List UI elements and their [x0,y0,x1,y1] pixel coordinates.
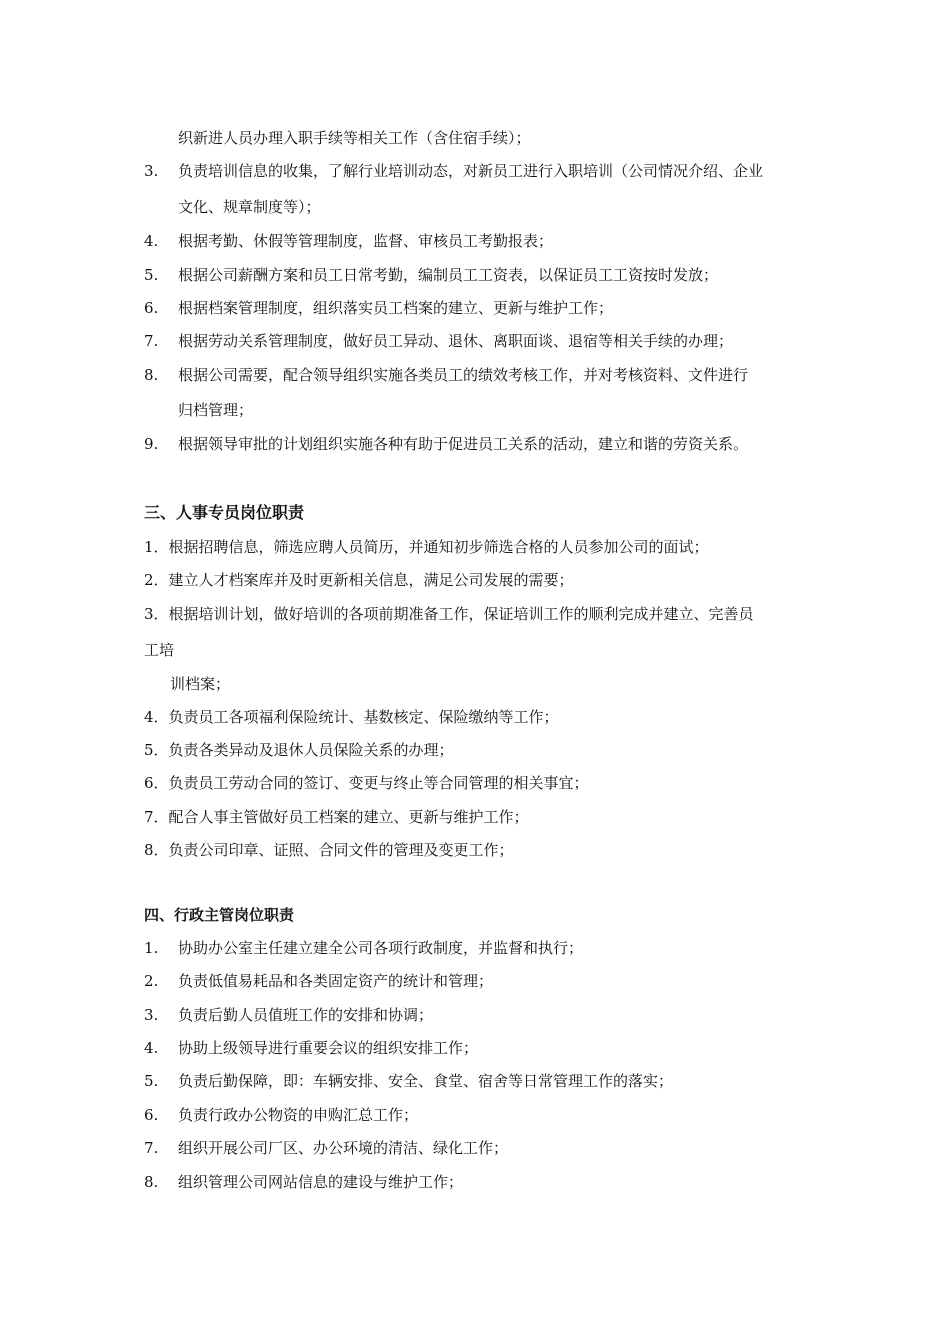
list-item-text: 根据公司薪酬方案和员工日常考勤，编制员工工资表，以保证员工工资按时发放； [178,266,719,284]
list-number: 5. [144,1072,159,1090]
list-item-text: 根据考勤、休假等管理制度，监督、审核员工考勤报表； [178,232,554,250]
section-heading: 四、行政主管岗位职责 [144,906,295,924]
list-item-text: 5．负责各类异动及退休人员保险关系的办理； [144,741,454,759]
text-line: 织新进人员办理入职手续等相关工作（含住宿手续）； [178,129,531,147]
list-item-text: 负责后勤保障，即：车辆安排、安全、食堂、宿舍等日常管理工作的落实； [178,1072,674,1090]
list-number: 7. [144,1139,159,1157]
list-number: 8. [144,1173,159,1191]
list-item-text: 根据档案管理制度，组织落实员工档案的建立、更新与维护工作； [178,299,614,317]
list-item-text: 组织开展公司厂区、办公环境的清洁、绿化工作； [178,1139,509,1157]
list-item-text: 根据劳动关系管理制度，做好员工异动、退休、离职面谈、退宿等相关手续的办理； [178,332,734,350]
list-number: 4. [144,232,159,250]
list-item-text: 组织管理公司网站信息的建设与维护工作； [178,1173,464,1191]
list-number: 4. [144,1039,159,1057]
list-number: 2. [144,972,159,990]
list-number: 8. [144,366,159,384]
list-item-text: 7．配合人事主管做好员工档案的建立、更新与维护工作； [144,808,529,826]
list-item-text: 8．负责公司印章、证照、合同文件的管理及变更工作； [144,841,514,859]
list-item-text: 协助办公室主任建立建全公司各项行政制度，并监督和执行； [178,939,584,957]
section-heading: 三、人事专员岗位职责 [144,503,305,522]
list-item-text: 负责培训信息的收集，了解行业培训动态，对新员工进行入职培训（公司情况介绍、企业 [178,162,764,180]
list-number: 3. [144,1006,159,1024]
list-item-text: 2．建立人才档案库并及时更新相关信息，满足公司发展的需要； [144,571,574,589]
list-number: 7. [144,332,159,350]
list-item-text: 负责低值易耗品和各类固定资产的统计和管理； [178,972,494,990]
list-item-continuation: 工培 [144,641,175,659]
list-item-continuation: 归档管理； [178,401,254,419]
list-number: 9. [144,435,159,453]
list-item-text: 4．负责员工各项福利保险统计、基数核定、保险缴纳等工作； [144,708,559,726]
list-number: 1. [144,939,159,957]
list-item-text: 根据领导审批的计划组织实施各种有助于促进员工关系的活动，建立和谐的劳资关系。 [178,435,749,453]
list-item-continuation: 文化、规章制度等）； [178,198,321,216]
list-number: 6. [144,1106,159,1124]
list-number: 6. [144,299,159,317]
list-item-continuation: 训档案； [170,675,231,693]
list-number: 3. [144,162,159,180]
list-item-text: 负责行政办公物资的申购汇总工作； [178,1106,419,1124]
list-item-text: 根据公司需要，配合领导组织实施各类员工的绩效考核工作，并对考核资料、文件进行 [178,366,749,384]
list-item-text: 负责后勤人员值班工作的安排和协调； [178,1006,434,1024]
list-item-text: 协助上级领导进行重要会议的组织安排工作； [178,1039,479,1057]
list-item-text: 1．根据招聘信息，筛选应聘人员简历，并通知初步筛选合格的人员参加公司的面试； [144,538,709,556]
list-item-text: 3．根据培训计划，做好培训的各项前期准备工作，保证培训工作的顺利完成并建立、完善员 [144,605,754,623]
list-item-text: 6．负责员工劳动合同的签订、变更与终止等合同管理的相关事宜； [144,774,589,792]
list-number: 5. [144,266,159,284]
